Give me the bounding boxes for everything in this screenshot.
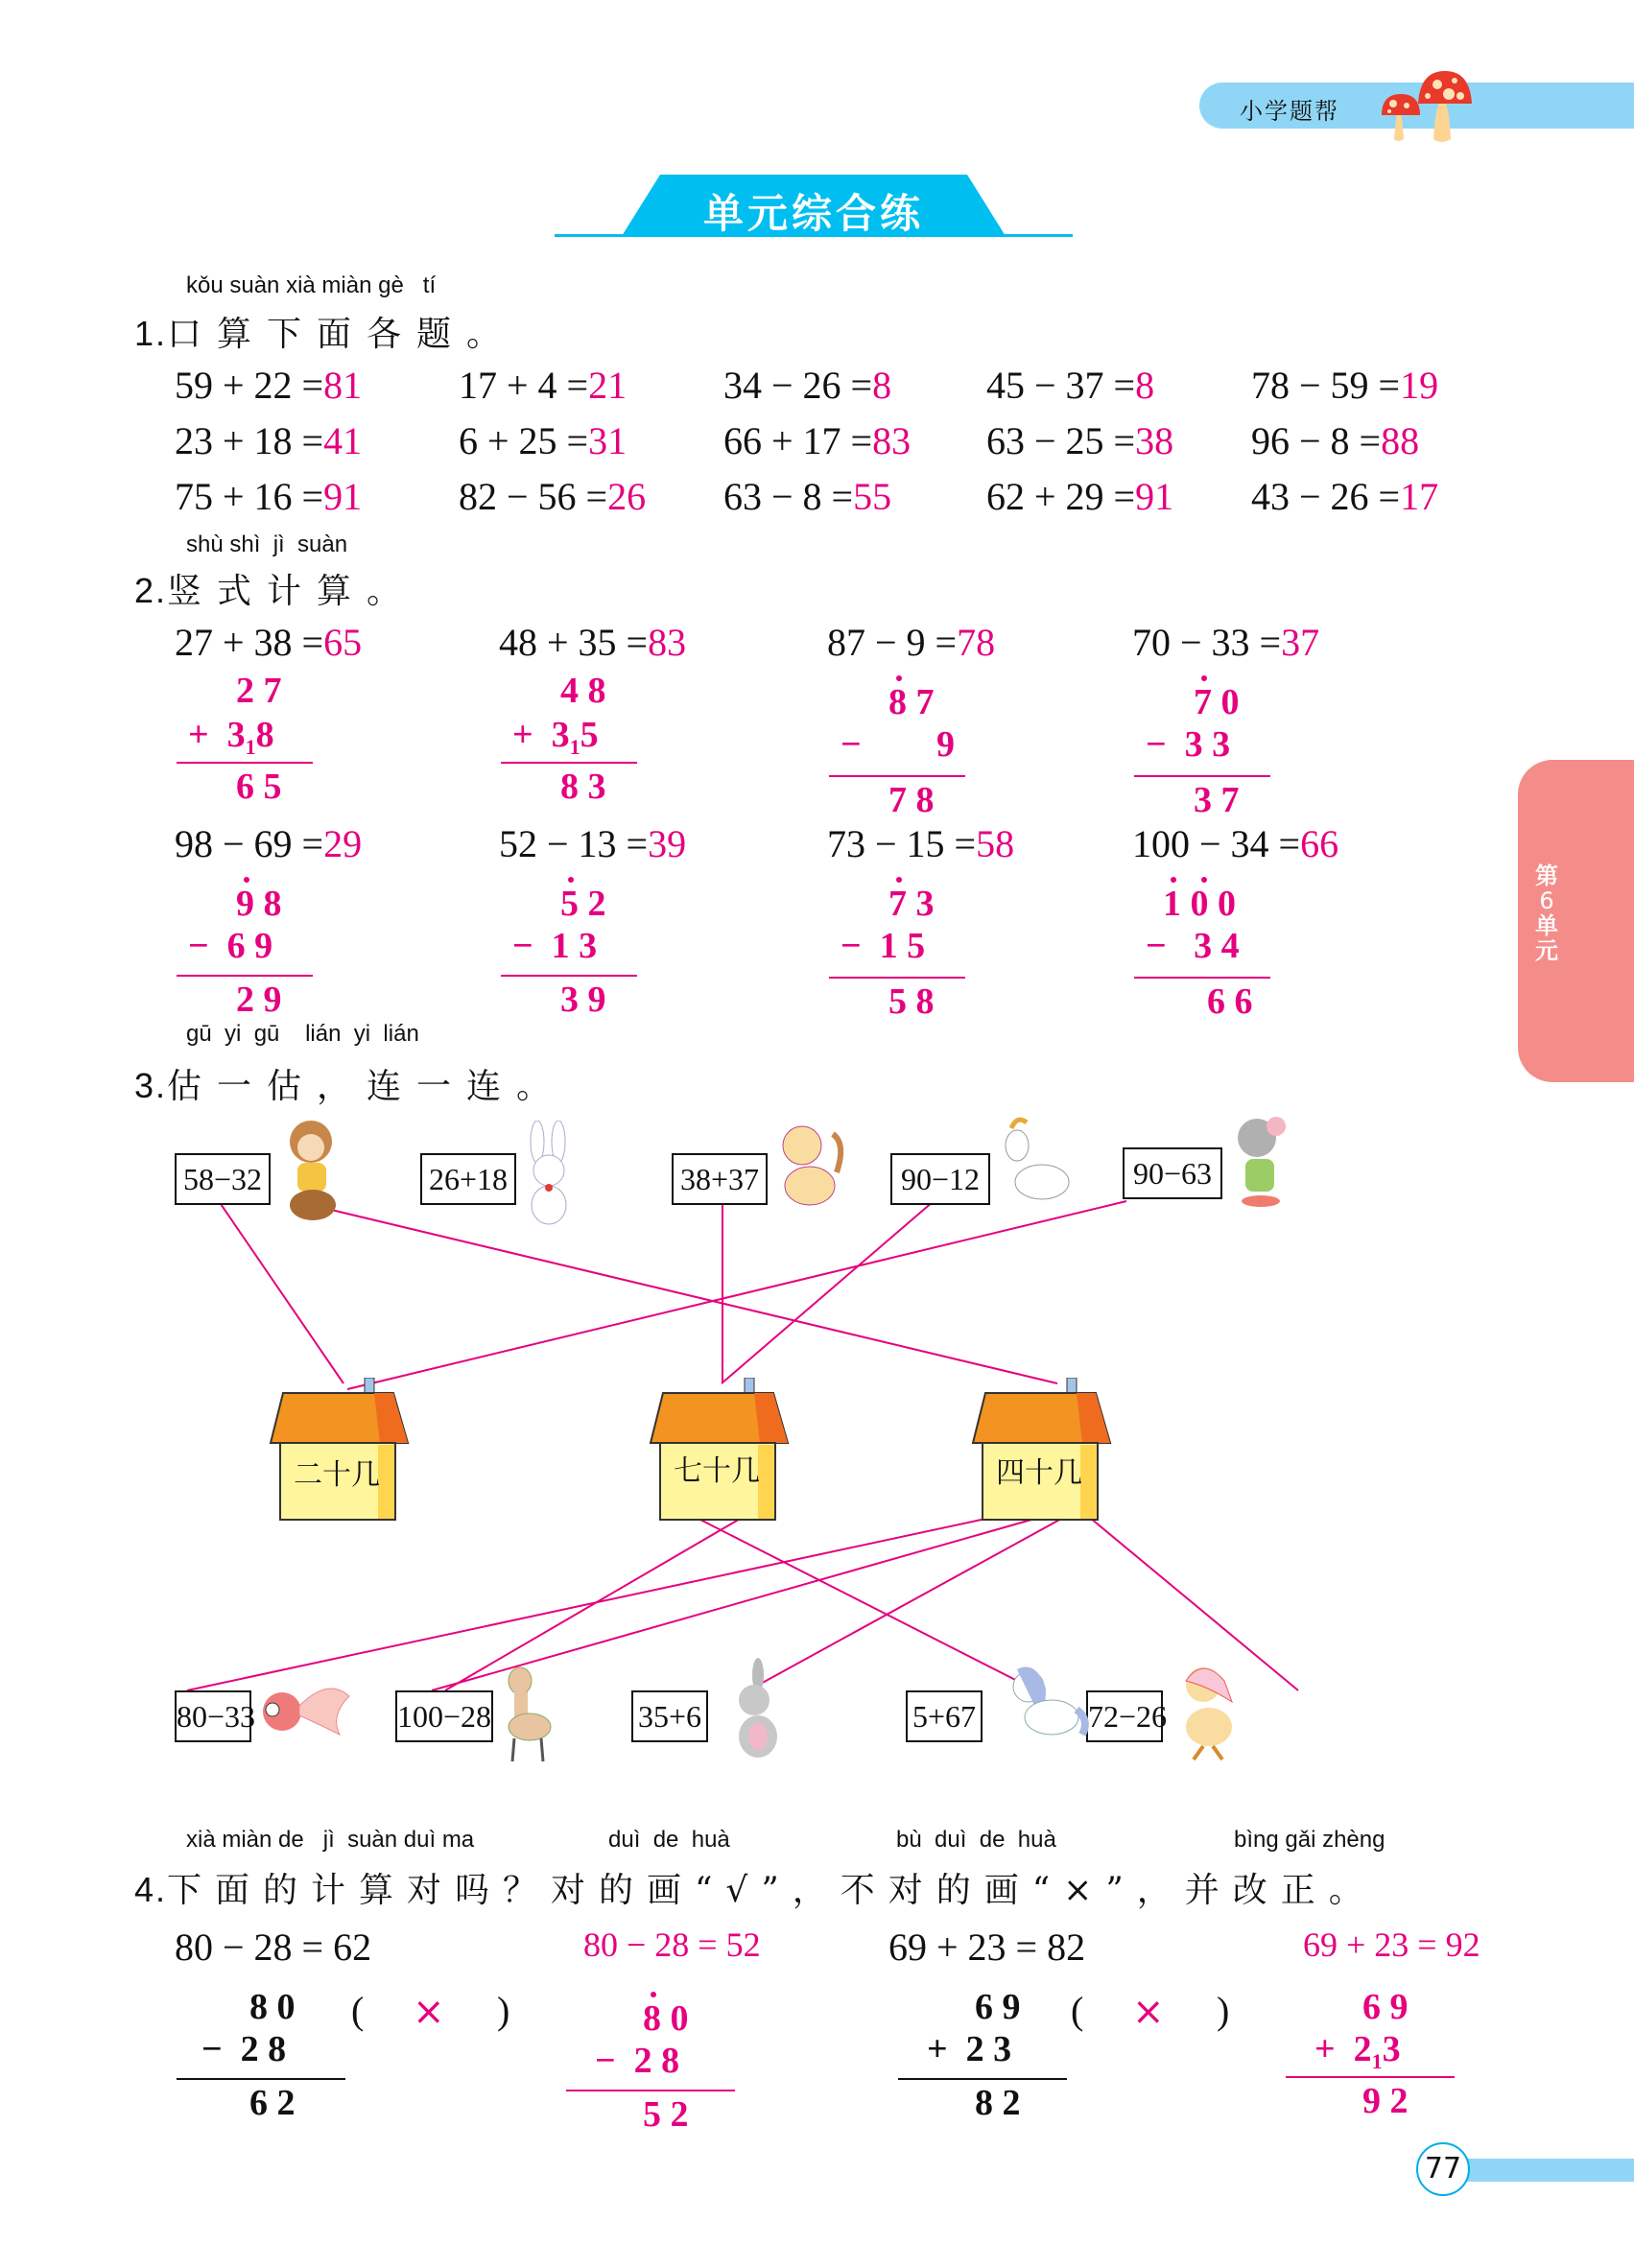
oral-item: 66 + 17 =83 (723, 419, 912, 462)
expression-card[interactable]: 38+37 (672, 1153, 768, 1205)
rabbit-icon (516, 1121, 583, 1226)
oral-item: 23 + 18 =41 (175, 419, 363, 462)
vertical-equation: 52 − 13 =39 (499, 822, 687, 865)
q1-number: 1. (134, 314, 168, 353)
cat-icon (766, 1115, 852, 1220)
brand-name: 小学题帮 (1240, 98, 1339, 125)
vertical-equation: 27 + 38 =65 (175, 621, 363, 664)
q4-pinyin-1: xià miàn de jì suàn duì ma (186, 1827, 475, 1853)
expression-card[interactable]: 90−12 (890, 1153, 990, 1205)
oral-item: 82 − 56 =26 (459, 475, 647, 518)
q1-heading-text: 口算下面各题。 (167, 315, 517, 354)
oral-item: 96 − 8 =88 (1251, 419, 1420, 462)
oral-item: 78 − 59 =19 (1251, 364, 1439, 407)
mouse-icon (1219, 1105, 1305, 1220)
unit-label-char: 6 (1539, 887, 1554, 914)
q2-pinyin: shù shì jì suàn (186, 532, 348, 557)
q2-heading-text: 竖式计算。 (167, 572, 417, 611)
unit-label-char: 元 (1535, 937, 1558, 964)
q1-pinyin: kǒu suàn xià miàn gè tí (186, 272, 437, 298)
answer-paren-open: ( (351, 1989, 365, 2032)
q4-number: 4. (134, 1870, 168, 1909)
house-icon (269, 1378, 413, 1522)
q2-number: 2. (134, 571, 168, 610)
answer-paren-close: ) (497, 1989, 510, 2032)
oral-item: 62 + 29 =91 (986, 475, 1174, 518)
oral-item: 75 + 16 =91 (175, 475, 363, 518)
pony-icon (998, 1660, 1094, 1746)
oral-item: 43 − 26 =17 (1251, 475, 1439, 518)
page-number: 77 (1416, 2142, 1470, 2196)
vertical-equation: 48 + 35 =83 (499, 621, 687, 664)
cross-mark[interactable]: × (1132, 1990, 1165, 2034)
expression-card[interactable]: 90−63 (1123, 1147, 1222, 1199)
answer-paren-open: ( (1071, 1989, 1084, 2032)
expression-card[interactable]: 100−28 (395, 1690, 493, 1742)
goat-icon (988, 1113, 1075, 1218)
oral-item: 6 + 25 =31 (459, 419, 628, 462)
unit-label-char: 第 (1535, 862, 1558, 889)
duckling-icon (1165, 1656, 1251, 1761)
oral-item: 17 + 4 =21 (459, 364, 628, 407)
check-equation: 69 + 23 = 82 (888, 1925, 1086, 1969)
expression-card[interactable]: 26+18 (420, 1153, 516, 1205)
section-title: 单元综合练 (702, 190, 924, 237)
q3-pinyin: gū yi gū lián yi lián (186, 1021, 419, 1047)
vertical-equation: 98 − 69 =29 (175, 822, 363, 865)
q4-heading (134, 1863, 1377, 1912)
vertical-equation: 100 − 34 =66 (1132, 822, 1339, 865)
deer-icon (491, 1658, 568, 1763)
vertical-equation: 73 − 15 =58 (827, 822, 1015, 865)
oral-item: 34 − 26 =8 (723, 364, 892, 407)
page-number-bar (1444, 2159, 1634, 2182)
goldfish-icon (251, 1677, 357, 1754)
q4-pinyin-4: bìng gǎi zhèng (1234, 1827, 1385, 1853)
vertical-equation: 87 − 9 =78 (827, 621, 996, 664)
monkey-icon (272, 1113, 359, 1228)
expression-card[interactable]: 58−32 (175, 1153, 271, 1205)
check-equation: 80 − 28 = 62 (175, 1925, 372, 1969)
vertical-equation: 70 − 33 =37 (1132, 621, 1320, 664)
q3-heading-text: 估一估，连一连。 (167, 1067, 567, 1106)
expression-card[interactable]: 35+6 (631, 1690, 708, 1742)
corrected-equation: 69 + 23 = 92 (1303, 1925, 1480, 1964)
house-label: 二十几 (294, 1458, 380, 1492)
answer-paren-close: ) (1217, 1989, 1230, 2032)
expression-card[interactable]: 5+67 (906, 1690, 983, 1742)
expression-card[interactable]: 72−26 (1086, 1690, 1163, 1742)
corrected-equation: 80 − 28 = 52 (583, 1925, 761, 1964)
q3-number: 3. (134, 1066, 168, 1105)
q4-pinyin-2: duì de huà (608, 1827, 730, 1853)
q4-heading-text: 下面的计算对吗？对的画“√”，不对的画“×”，并改正。 (167, 1871, 1377, 1910)
cross-mark[interactable]: × (413, 1990, 445, 2034)
oral-item: 45 − 37 =8 (986, 364, 1155, 407)
oral-item: 59 + 22 =81 (175, 364, 363, 407)
oral-item: 63 − 8 =55 (723, 475, 892, 518)
unit-label-char: 单 (1535, 912, 1558, 939)
expression-card[interactable]: 80−33 (175, 1690, 251, 1742)
house-label: 四十几 (996, 1456, 1082, 1490)
oral-item: 63 − 25 =38 (986, 419, 1174, 462)
house-label: 七十几 (674, 1454, 760, 1488)
q4-pinyin-3: bù duì de huà (896, 1827, 1056, 1853)
bunny-icon (720, 1656, 796, 1761)
